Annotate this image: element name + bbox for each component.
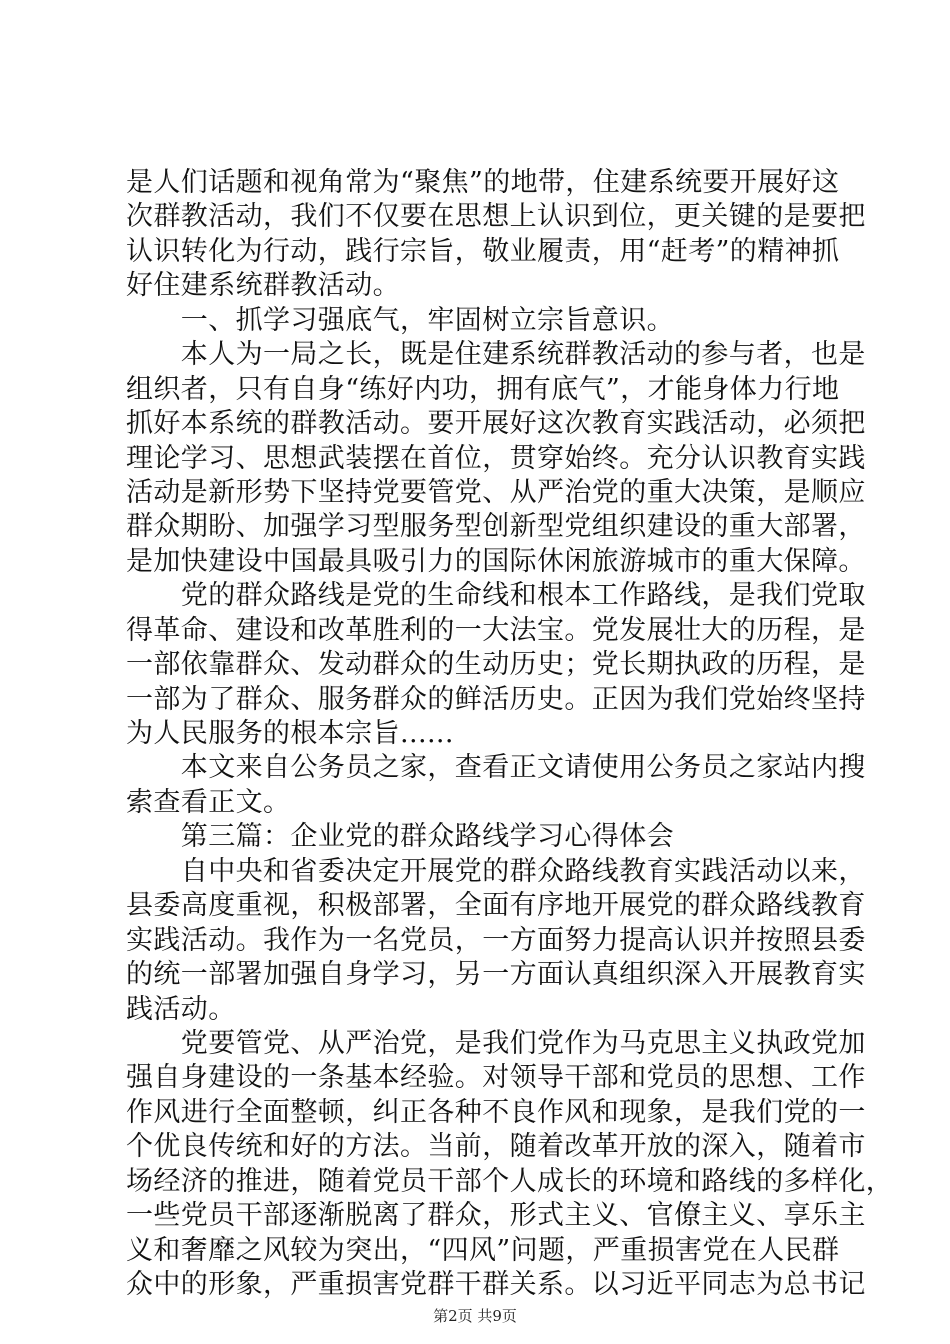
text-line: 本人为一局之长，既是住建系统群教活动的参与者，也是 xyxy=(126,339,866,371)
text-line: 为人民服务的根本宗旨...... xyxy=(126,718,454,749)
text-line: 强自身建设的一条基本经验。对领导干部和党员的思想、工作 xyxy=(126,1062,866,1094)
text-line: 理论学习、思想武装摆在首位，贯穿始终。充分认识教育实践 xyxy=(126,442,866,474)
text-line: 组织者，只有自身“练好内功，拥有底气”，才能身体力行地 xyxy=(126,373,840,405)
text-line: 群众期盼、加强学习型服务型创新型党组织建设的重大部署， xyxy=(126,511,866,543)
text-line: 次群教活动，我们不仅要在思想上认识到位，更关键的是要把 xyxy=(126,201,866,233)
document-body xyxy=(126,166,894,1302)
text-line: 作风进行全面整顿，纠正各种不良作风和现象，是我们党的一 xyxy=(126,1096,866,1128)
text-line: 活动是新形势下坚持党要管党、从严治党的重大决策，是顺应 xyxy=(126,476,866,508)
text-line: 好住建系统群教活动。 xyxy=(126,270,400,302)
text-line: 场经济的推进，随着党员干部个人成长的环境和路线的多样化， xyxy=(126,1165,894,1197)
text-line: 是人们话题和视角常为“聚焦”的地带，住建系统要开展好这 xyxy=(126,167,840,198)
text-line: 得革命、建设和改革胜利的一大法宝。党发展壮大的历程，是 xyxy=(126,614,866,646)
text-line: 众中的形象，严重损害党群干群关系。以习近平同志为总书记 xyxy=(126,1269,866,1300)
text-line: 实践活动。我作为一名党员，一方面努力提高认识并按照县委 xyxy=(126,924,866,956)
text-line: 索查看正文。 xyxy=(126,786,291,818)
text-line: 践活动。 xyxy=(126,993,236,1025)
text-line: 一部依靠群众、发动群众的生动历史；党长期执政的历程，是 xyxy=(126,649,866,681)
text-line: 本文来自公务员之家，查看正文请使用公务员之家站内搜 xyxy=(126,752,866,784)
text-line: 认识转化为行动，践行宗旨，敬业履责，用“赶考”的精神抓 xyxy=(126,235,840,267)
text-line: 义和奢靡之风较为突出，“四风”问题，严重损害党在人民群 xyxy=(126,1234,840,1266)
page-number-footer: 第2页 共9页 xyxy=(433,1307,517,1325)
text-line: 一些党员干部逐渐脱离了群众，形式主义、官僚主义、享乐主 xyxy=(126,1200,866,1232)
text-line: 一部为了群众、服务群众的鲜活历史。正因为我们党始终坚持 xyxy=(126,683,866,715)
article-heading: 第三篇：企业党的群众路线学习心得体会 xyxy=(126,821,674,853)
text-line: 县委高度重视，积极部署，全面有序地开展党的群众路线教育 xyxy=(126,890,866,922)
text-line: 党要管党、从严治党，是我们党作为马克思主义执政党加 xyxy=(126,1027,866,1059)
text-line: 抓好本系统的群教活动。要开展好这次教育实践活动，必须把 xyxy=(126,408,866,440)
text-line: 是加快建设中国最具吸引力的国际休闲旅游城市的重大保障。 xyxy=(126,545,866,577)
text-line: 个优良传统和好的方法。当前，随着改革开放的深入，随着市 xyxy=(126,1131,866,1163)
text-line: 自中央和省委决定开展党的群众路线教育实践活动以来， xyxy=(126,855,866,887)
section-heading: 一、抓学习强底气，牢固树立宗旨意识。 xyxy=(126,304,674,336)
text-line: 的统一部署加强自身学习，另一方面认真组织深入开展教育实 xyxy=(126,959,866,991)
text-line: 党的群众路线是党的生命线和根本工作路线，是我们党取 xyxy=(126,580,866,612)
